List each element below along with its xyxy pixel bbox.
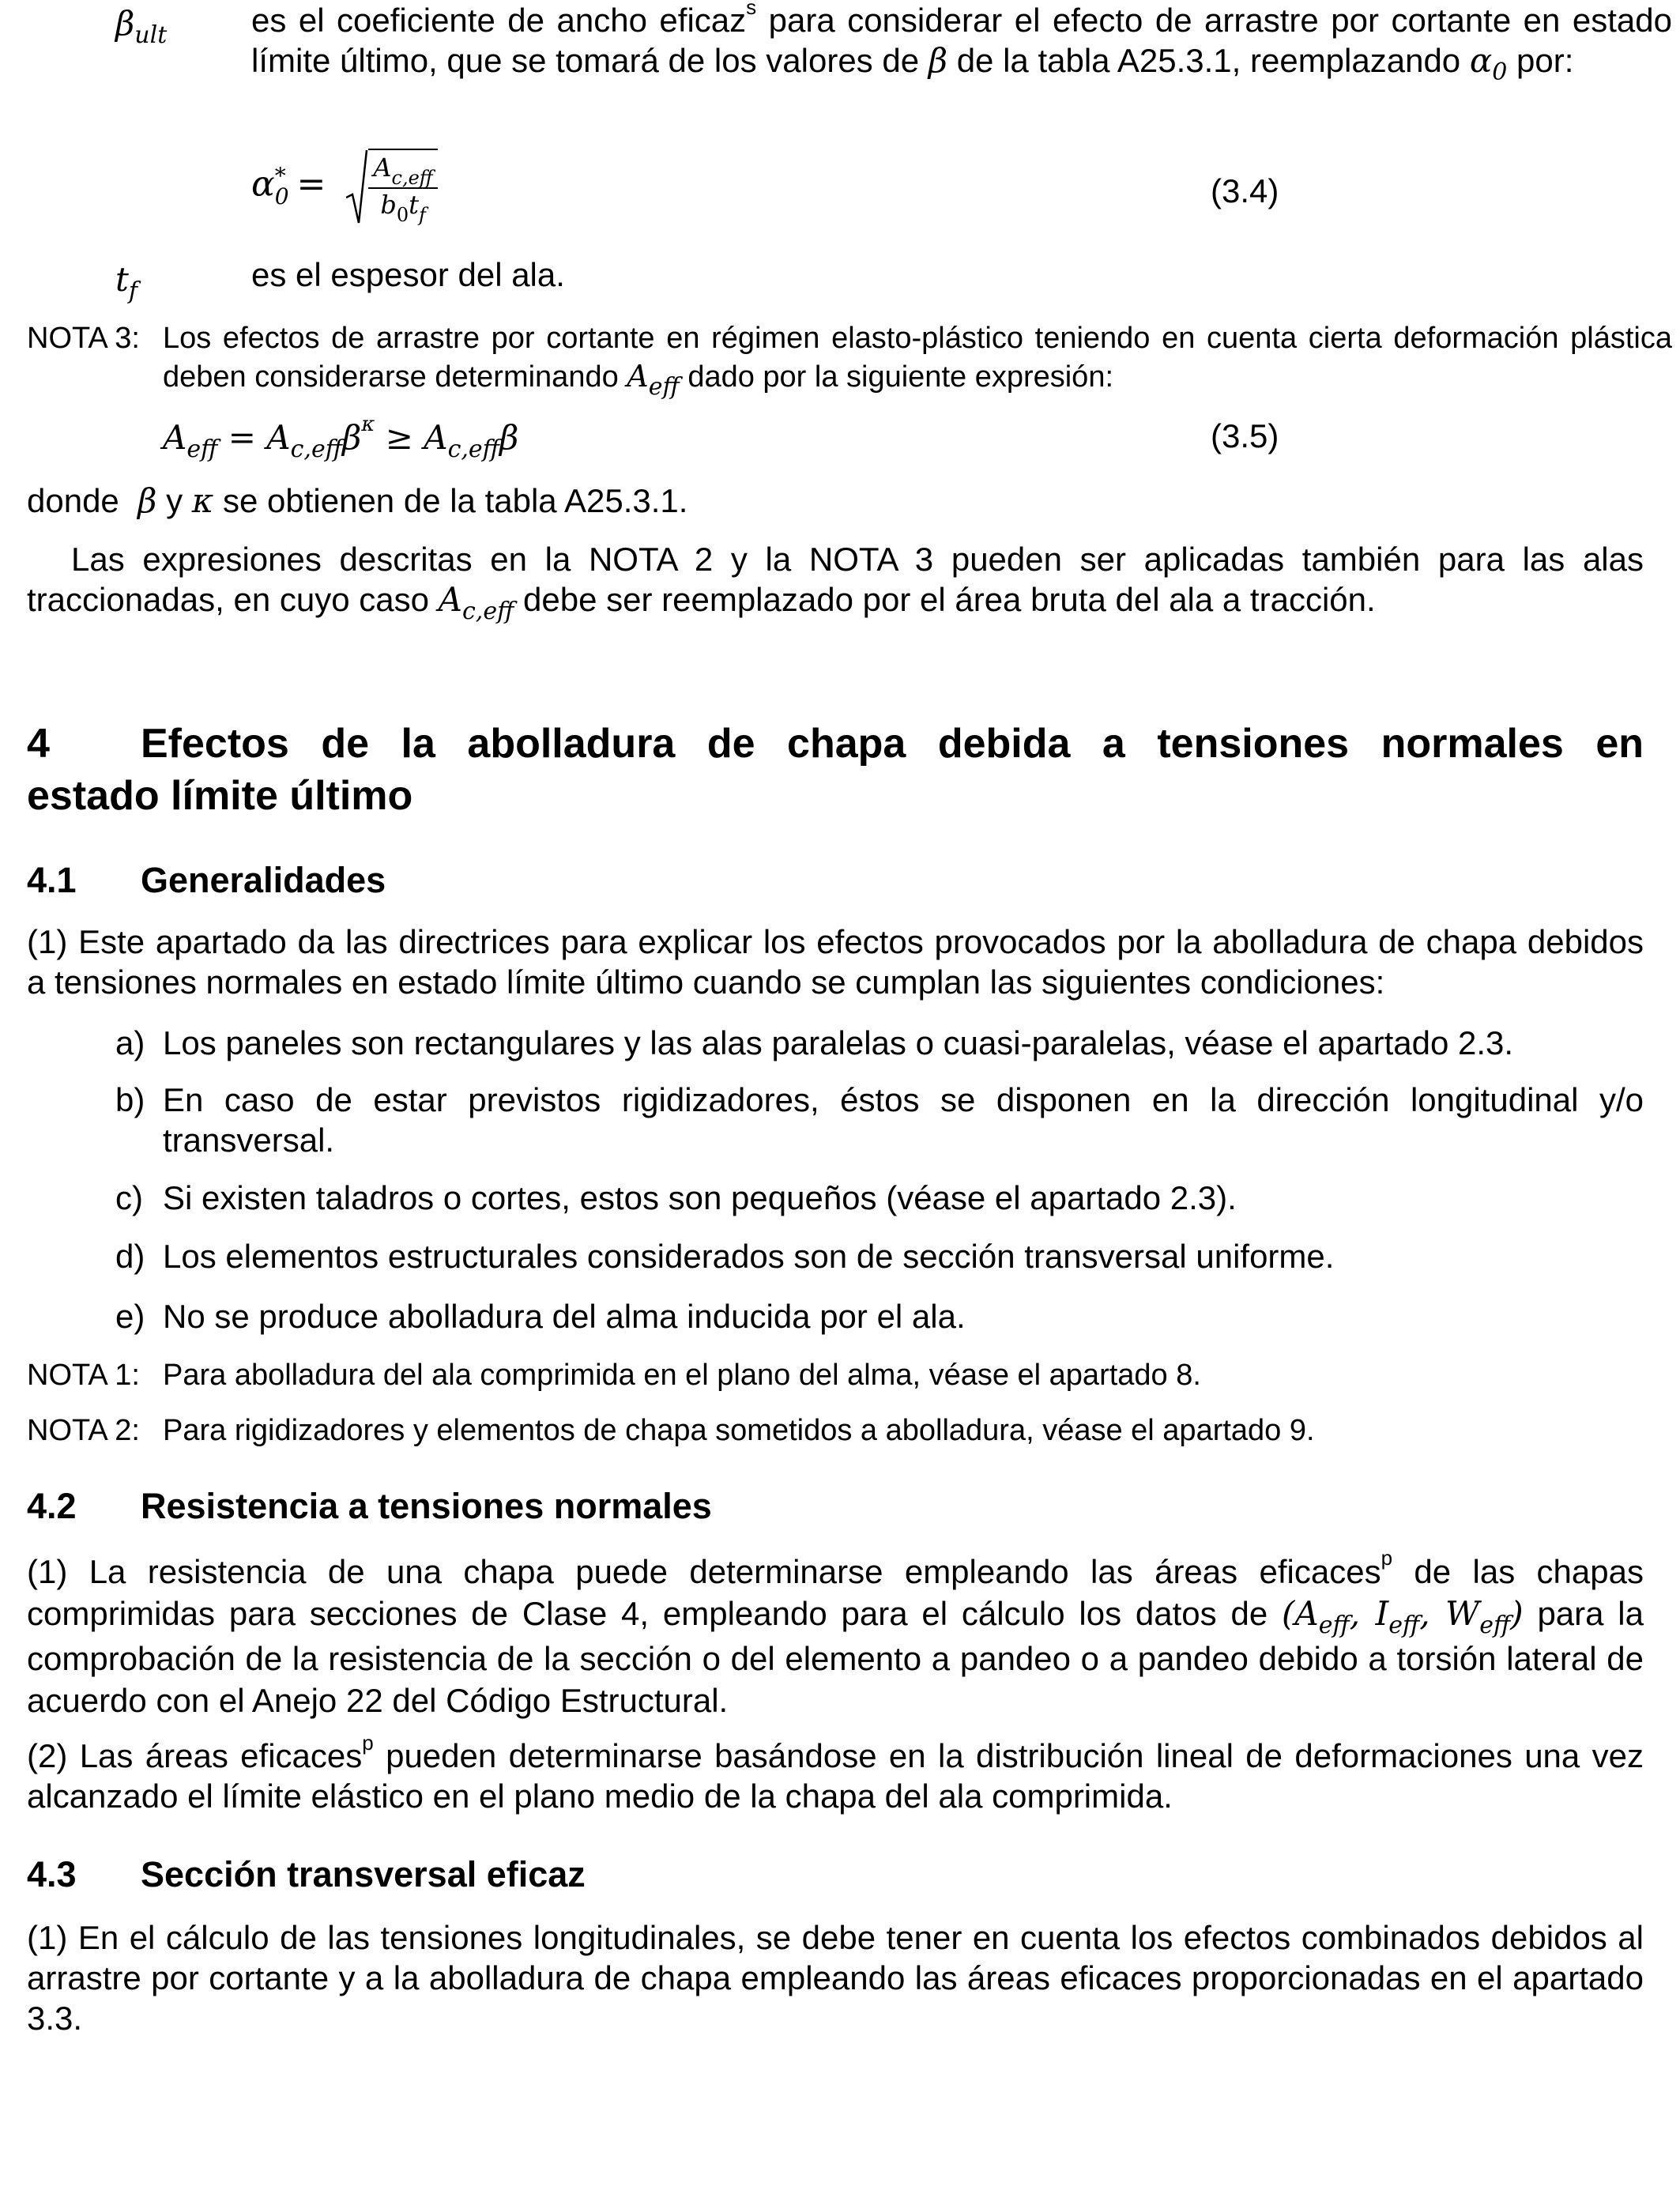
section-4-1-paragraph-1: (1) Este apartado da las directrices para explicar los efectos provocados por la abolladura de chapa debidos a tensiones normales en estado límite último cuando se cumplan las siguientes condiciones: xyxy=(27,923,1644,1001)
section-4-2-paragraph-1: (1) La resistencia de una chapa puede determinarse empleando las áreas eficaces$^p$ de las chapas comprimidas para secciones de Clase 4, empleando para el cálculo los datos de ($A_{eff}$, $I_{eff}$, $W_{eff}$) para la comprobación de la resistencia de la sección o del elemento a pandeo o a pandeo debido a torsión lateral de acuerdo con el Anejo 22 del Código Estructural. xyxy=(27,1546,1644,1719)
equation-3-4: α * 0 = $\frac{A_{c,eff}}{b_0t_f}$ xyxy=(251,149,438,224)
list-item-d-label: d) xyxy=(115,1238,145,1275)
beta-ult-symbol: $\beta_{ult}$ xyxy=(115,4,168,49)
nota3-label: NOTA 3: xyxy=(27,322,140,355)
fraction: $\frac{A_{c,eff}}{b_0t_f}$ xyxy=(368,149,437,224)
section-4-3-paragraph-1: (1) En el cálculo de las tensiones longitudinales, se debe tener en cuenta los efectos combinados debidos al arrastre por cortante y a la abolladura de chapa empleando las áreas eficaces proporcionadas en el apartado 3.3. xyxy=(27,1919,1644,2037)
beta-ult-definition: es el coeficiente de ancho eficaz$^s$ para considerar el efecto de arrastre por cortante en estado límite último, que se tomará de los valores de β de la tabla A25.3.1, reemplazando $\alpha_0$ por: xyxy=(251,0,1672,86)
section-4-3-number: 4.3 xyxy=(27,1854,77,1894)
section-4-2-paragraph-2: (2) Las áreas eficaces$^p$ pueden determinarse basándose en la distribución lineal de deformaciones una vez alcanzado el límite elástico en el plano medio de la chapa del ala comprimida. xyxy=(27,1731,1644,1815)
expresiones-paragraph: Las expresiones descritas en la NOTA 2 y la NOTA 3 pueden ser aplicadas también para las alas traccionadas, en cuyo caso $A_{c,eff}$ debe ser reemplazado por el área bruta del ala a tracción. xyxy=(27,541,1644,625)
list-item-a-label: a) xyxy=(115,1024,145,1061)
section-4-number: 4 xyxy=(27,721,50,767)
equation-number-3-4: (3.4) xyxy=(1211,172,1279,209)
section-4-title-line1: Efectos de la abolladura de chapa debida a tensiones normales en xyxy=(141,721,1644,767)
list-item-e-label: e) xyxy=(115,1298,145,1335)
equation-3-5: $A_{eff} = A_{c,eff}\beta^\kappa \ge A_{c,eff}\beta$ xyxy=(163,413,519,463)
section-4-title-line2: estado límite último xyxy=(27,773,413,819)
tf-definition: es el espesor del ala. xyxy=(251,256,565,293)
section-4-1-number: 4.1 xyxy=(27,860,77,900)
sqrt-radical xyxy=(346,149,437,224)
section-4-2-title: Resistencia a tensiones normales xyxy=(141,1486,712,1526)
nota2-label: NOTA 2: xyxy=(27,1414,140,1447)
section-4-2-number: 4.2 xyxy=(27,1486,77,1526)
nota1-text: Para abolladura del ala comprimida en el plano del alma, véase el apartado 8. xyxy=(163,1359,1201,1392)
section-4-3-title: Sección transversal eficaz xyxy=(141,1854,586,1894)
list-item-e: No se produce abolladura del alma inducida por el ala. xyxy=(163,1298,966,1335)
nota3-text: Los efectos de arrastre por cortante en régimen elasto-plástico teniendo en cuenta cierta deformación plástica deben considerarse determinando $A_{eff}$ dado por la siguiente expresión: xyxy=(163,322,1672,401)
section-4-1-title: Generalidades xyxy=(141,860,386,900)
tf-symbol: $t_f$ xyxy=(115,260,137,305)
list-item-c-label: c) xyxy=(115,1179,143,1216)
list-item-a: Los paneles son rectangulares y las alas paralelas o cuasi-paralelas, véase el apartado 2.3. xyxy=(163,1024,1514,1061)
list-item-c: Si existen taladros o cortes, estos son pequeños (véase el apartado 2.3). xyxy=(163,1179,1237,1216)
sqrt-icon xyxy=(346,149,368,224)
donde-line: donde β y κ se obtienen de la tabla A25.3.1. xyxy=(27,481,688,520)
list-item-b-label: b) xyxy=(115,1081,145,1118)
nota2-text: Para rigidizadores y elementos de chapa sometidos a abolladura, véase el apartado 9. xyxy=(163,1414,1315,1447)
equation-number-3-5: (3.5) xyxy=(1211,417,1279,454)
nota1-label: NOTA 1: xyxy=(27,1359,140,1392)
list-item-b: En caso de estar previstos rigidizadores, éstos se disponen en la dirección longitudinal y/o transversal. xyxy=(163,1081,1644,1159)
list-item-d: Los elementos estructurales considerados son de sección transversal uniforme. xyxy=(163,1238,1335,1275)
